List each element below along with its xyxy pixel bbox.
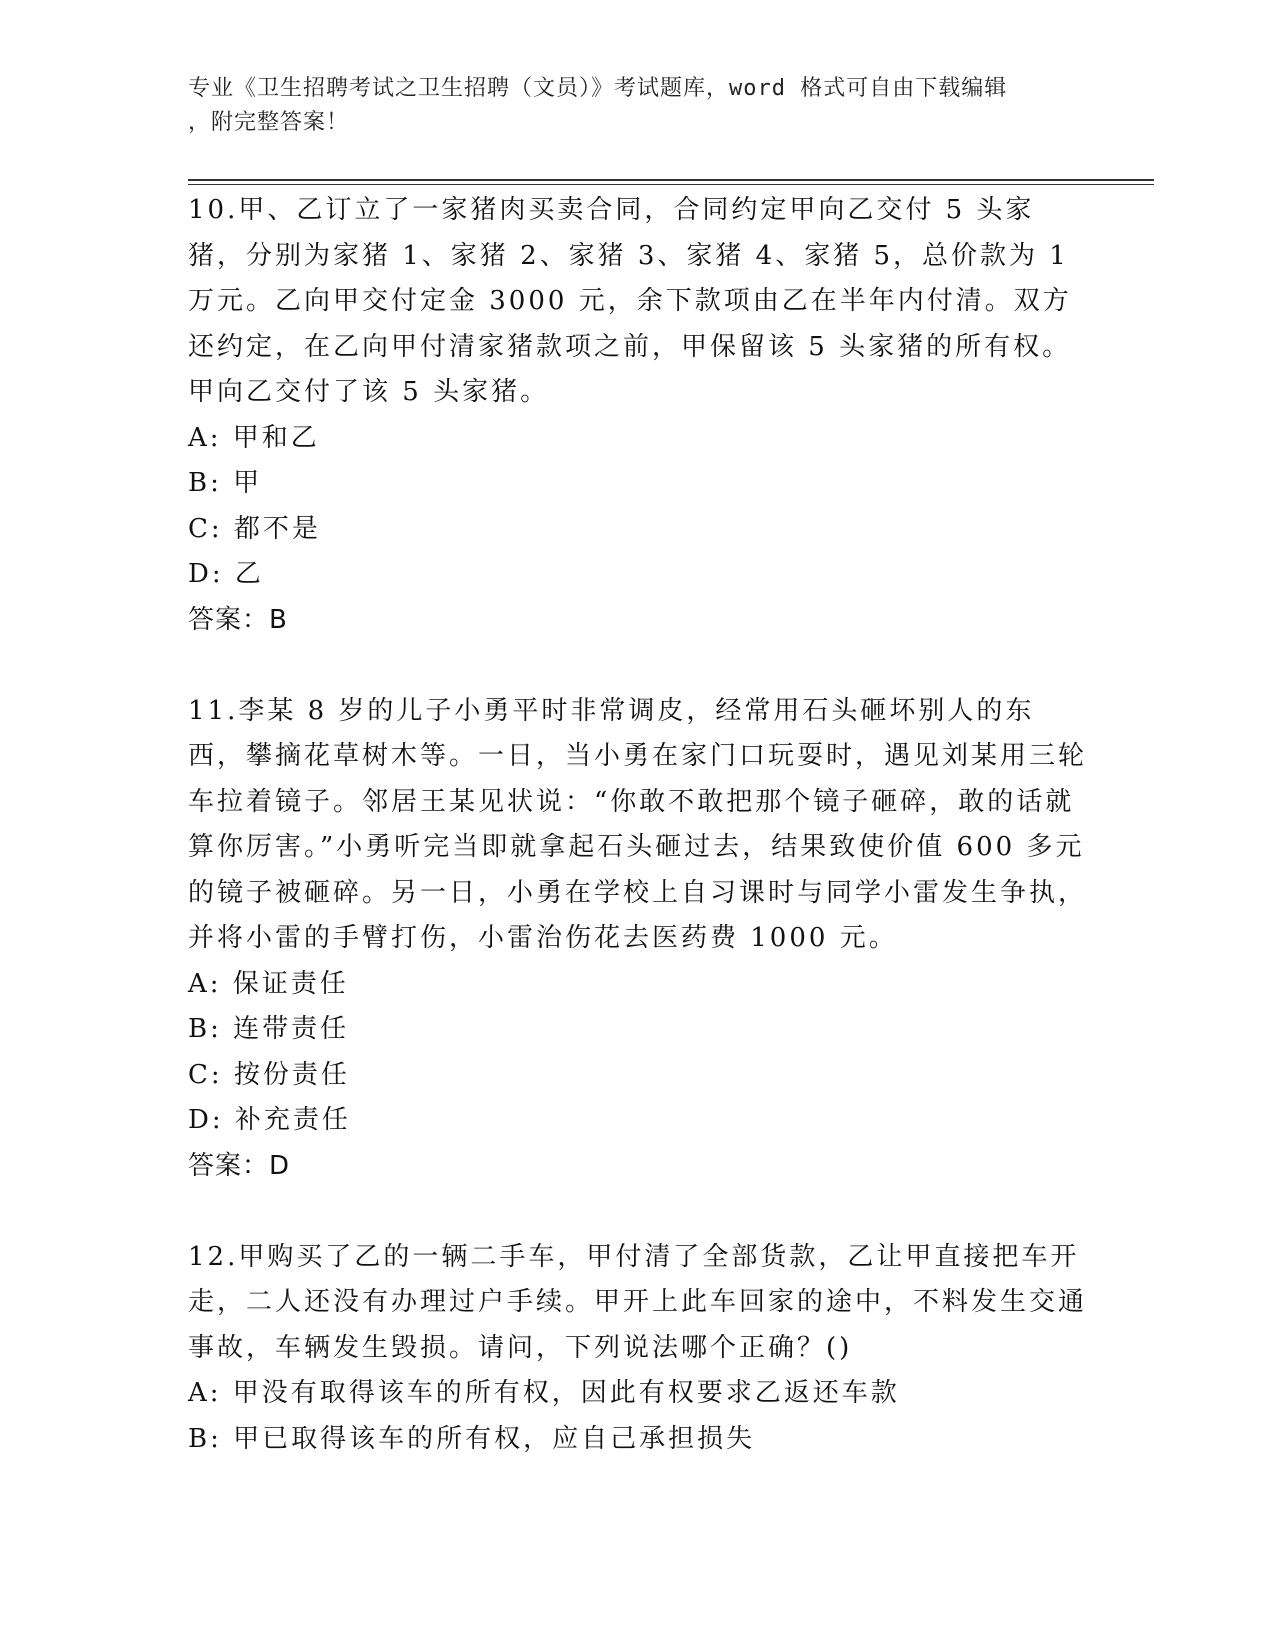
answer: 答案：D	[188, 1150, 291, 1181]
header-divider-thin	[188, 184, 1154, 185]
header-line-1: 专业《卫生招聘考试之卫生招聘（文员）》考试题库，word 格式可自由下载编辑	[188, 76, 1008, 101]
option-d: D: 补充责任	[188, 1105, 351, 1135]
option-b: B: 甲	[188, 468, 263, 498]
page-header	[188, 72, 1068, 140]
spacer	[188, 1189, 1088, 1235]
spacer	[188, 643, 1088, 689]
option-d: D: 乙	[188, 559, 264, 589]
question-11	[188, 689, 1088, 1190]
question-text: 10.甲、乙订立了一家猪肉买卖合同，合同约定甲向乙交付 5 头家猪，分别为家猪 1、家猪 2、家猪 3、家猪 4、家猪 5，总价款为 1 万元。乙向甲交付定金 3000 元，余下款项由乙在半年内付清。双方还约定，在乙向甲付清家猪款项之前，甲保留该 5 头家猪的所有权。甲向乙交付了该 5 头家猪。	[188, 195, 1072, 407]
answer: 答案：B	[188, 604, 288, 635]
header-line-2: ，附完整答案！	[188, 110, 350, 135]
question-text: 12.甲购买了乙的一辆二手车，甲付清了全部货款，乙让甲直接把车开走，二人还没有办理过户手续。甲开上此车回家的途中，不料发生交通事故，车辆发生毁损。请问，下列说法哪个正确？()	[188, 1241, 1088, 1363]
question-text: 11.李某 8 岁的儿子小勇平时非常调皮，经常用石头砸坏别人的东西，攀摘花草树木等。一日，当小勇在家门口玩耍时，遇见刘某用三轮车拉着镜子。邻居王某见状说：“你敢不敢把那个镜子砸碎，敢的话就算你厉害。”小勇听完当即就拿起石头砸过去，结果致使价值 600 多元的镜子被砸碎。另一日，小勇在学校上自习课时与同学小雷发生争执，并将小雷的手臂打伤，小雷治伤花去医药费 1000 元。	[188, 695, 1088, 953]
option-c: C: 都不是	[188, 513, 321, 544]
option-a: A: 保证责任	[188, 968, 349, 999]
option-b: B: 连带责任	[188, 1014, 350, 1044]
header-divider-thick	[188, 179, 1154, 181]
option-a: A: 甲和乙	[188, 422, 320, 453]
option-b: B: 甲已取得该车的所有权，应自己承担损失	[188, 1423, 756, 1454]
question-12	[188, 1235, 1088, 1463]
question-10	[188, 188, 1088, 643]
question-list	[188, 188, 1088, 1462]
option-a: A: 甲没有取得该车的所有权，因此有权要求乙返还车款	[188, 1378, 900, 1408]
option-c: C: 按份责任	[188, 1059, 350, 1090]
